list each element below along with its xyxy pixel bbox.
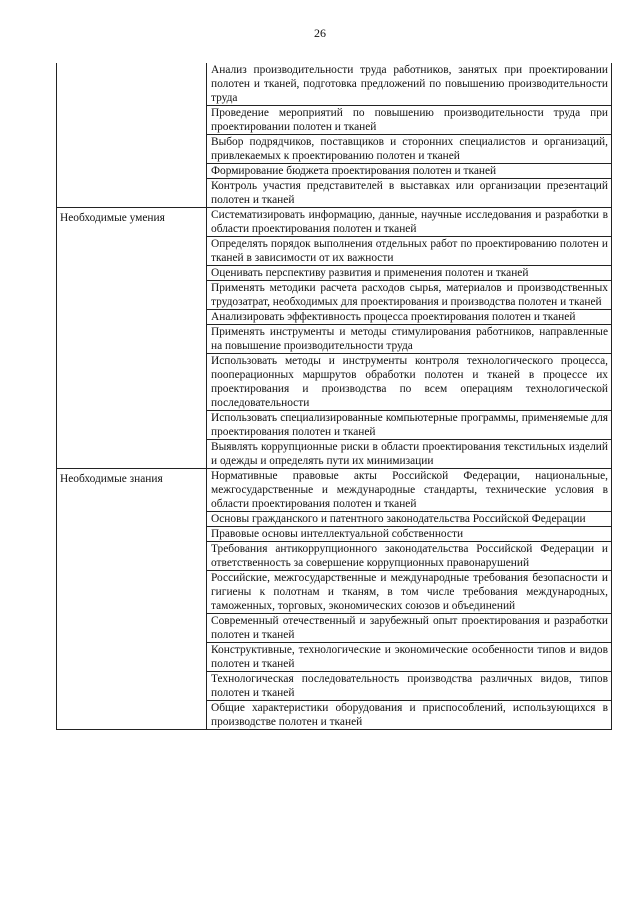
- requirement-cell: Формирование бюджета проектирования полотен и тканей: [207, 164, 612, 179]
- requirement-cell: Использовать методы и инструменты контроля технологического процесса, пооперационных маршрутов обработки полотен и тканей в процессе их проектирования и производства по всем операциям технологической последовательности: [207, 354, 612, 411]
- requirement-cell: Современный отечественный и зарубежный опыт проектирования и разработки полотен и тканей: [207, 614, 612, 643]
- requirements-table: [56, 63, 612, 730]
- requirement-cell: Нормативные правовые акты Российской Федерации, национальные, межгосударственные и международные стандарты, технические условия в области проектирования полотен и тканей: [207, 469, 612, 512]
- requirement-cell: Правовые основы интеллектуальной собственности: [207, 527, 612, 542]
- group-label-cell: Необходимые умения: [57, 208, 207, 469]
- page-number: 26: [314, 26, 326, 40]
- requirement-cell: Оценивать перспективу развития и применения полотен и тканей: [207, 266, 612, 281]
- table-body: [57, 63, 612, 730]
- table-row: [57, 208, 612, 237]
- requirement-cell: Применять инструменты и методы стимулирования работников, направленные на повышение производительности труда: [207, 325, 612, 354]
- requirement-cell: Основы гражданского и патентного законодательства Российской Федерации: [207, 512, 612, 527]
- table-row: [57, 63, 612, 106]
- group-label-cell: Необходимые знания: [57, 469, 207, 730]
- requirement-cell: Проведение мероприятий по повышению производительности труда при проектировании полотен и тканей: [207, 106, 612, 135]
- requirement-cell: Определять порядок выполнения отдельных работ по проектированию полотен и тканей в зависимости от их важности: [207, 237, 612, 266]
- requirement-cell: Применять методики расчета расходов сырья, материалов и производственных трудозатрат, необходимых для проектирования и производства полотен и тканей: [207, 281, 612, 310]
- requirement-cell: Контроль участия представителей в выставках или организации презентаций полотен и тканей: [207, 179, 612, 208]
- table-row: [57, 469, 612, 512]
- requirement-cell: Использовать специализированные компьютерные программы, применяемые для проектирования полотен и тканей: [207, 411, 612, 440]
- requirement-cell: Общие характеристики оборудования и приспособлений, использующихся в производстве полотен и тканей: [207, 701, 612, 730]
- requirement-cell: Технологическая последовательность производства различных видов, типов полотен и тканей: [207, 672, 612, 701]
- requirement-cell: Выявлять коррупционные риски в области проектирования текстильных изделий и одежды и определять пути их минимизации: [207, 440, 612, 469]
- requirement-cell: Требования антикоррупционного законодательства Российской Федерации и ответственность за совершение коррупционных правонарушений: [207, 542, 612, 571]
- requirement-cell: Систематизировать информацию, данные, научные исследования и разработки в области проектирования полотен и тканей: [207, 208, 612, 237]
- requirement-cell: Конструктивные, технологические и экономические особенности типов и видов полотен и тканей: [207, 643, 612, 672]
- requirement-cell: Российские, межгосударственные и международные требования безопасности и гигиены к полотнам и тканям, в том числе требования международных, таможенных, торговых, экономических союзов и объединений: [207, 571, 612, 614]
- group-label-cell: [57, 63, 207, 208]
- requirement-cell: Анализировать эффективность процесса проектирования полотен и тканей: [207, 310, 612, 325]
- requirement-cell: Выбор подрядчиков, поставщиков и сторонних специалистов и организаций, привлекаемых к проектированию полотен и тканей: [207, 135, 612, 164]
- requirement-cell: Анализ производительности труда работников, занятых при проектировании полотен и тканей, подготовка предложений по повышению производительности труда: [207, 63, 612, 106]
